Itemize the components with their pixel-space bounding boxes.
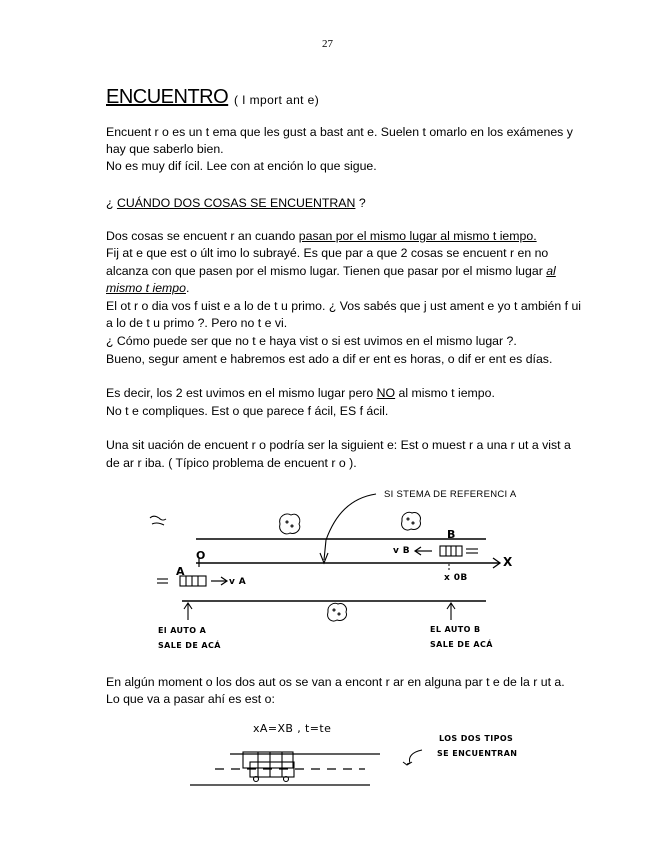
p2-line-1-a: Dos cosas se encuent r an cuando — [106, 229, 299, 243]
intro-line-3: No es muy dif ícil. Lee con at ención lo que sigue. — [106, 159, 377, 173]
x0b-label: x 0B — [444, 573, 468, 583]
car-b-caption-line-2: SALE DE ACÁ — [430, 640, 493, 649]
velocity-a-label: v A — [229, 577, 247, 587]
axis-x-label: X — [503, 555, 513, 569]
note-arrowhead — [403, 762, 412, 765]
p3-line-1 — [106, 386, 495, 401]
car-b — [440, 546, 478, 556]
meeting-note-line-1: LOS DOS TIPOS — [439, 734, 514, 743]
velocity-b-label: v B — [393, 546, 411, 556]
p2-line-4-b: . — [185, 281, 190, 295]
p2-line-6: a lo de t u primo ?. Pero no t e vi. — [106, 316, 288, 330]
point-a-label: A — [176, 565, 185, 578]
arrow-car-a-caption — [184, 603, 192, 620]
p2-line-7: ¿ Cómo puede ser que no t e haya vist o si est uvimos en el mismo lugar ?. — [106, 334, 517, 348]
reference-pointer — [324, 494, 376, 560]
question-prefix: ¿ — [106, 196, 117, 210]
question-suffix: ? — [355, 196, 366, 210]
car-b-caption-line-1: EL AUTO B — [430, 625, 481, 634]
p2-line-3-emph: al — [546, 264, 556, 278]
p5-line-2: Lo que va a pasar ahí es est o: — [106, 692, 275, 706]
p2-line-8: Bueno, segur ament e habremos est ado a dif er ent es horas, o dif er ent es días. — [106, 352, 553, 366]
car-a-caption-line-2: SALE DE ACÁ — [158, 641, 221, 650]
note-arrow — [407, 750, 422, 764]
p2-line-2: Fij at e que est o últ imo lo subrayé. Es que par a que 2 cosas se encuent r en no — [106, 246, 549, 260]
bush-1 — [280, 514, 300, 534]
car-a-caption-line-1: El AUTO A — [158, 626, 207, 635]
p2-line-3 — [106, 264, 556, 279]
arrow-velocity-b — [415, 547, 432, 555]
reference-arrowhead — [320, 553, 328, 563]
p5-line-1: En algún moment o los dos aut os se van a encont r ar en alguna par t e de la r ut a. — [106, 675, 565, 689]
bush-3 — [328, 603, 347, 621]
bush-2 — [402, 512, 421, 530]
point-b-label: B — [447, 528, 456, 541]
page-title: ENCUENTRO — [106, 86, 229, 108]
cars-overlap — [243, 752, 294, 782]
intro-line-1: Encuent r o es un t ema que les gust a bast ant e. Suelen t omarlo en los exámenes y — [106, 125, 573, 139]
p4-line-1: Una sit uación de encuent r o podría ser la siguient e: Est o muest r a una r ut a vist a — [106, 438, 571, 452]
p3-line-1-b: al mismo t iempo. — [395, 386, 495, 400]
x-axis-arrowhead — [493, 558, 500, 568]
origin-label: O — [196, 549, 206, 562]
meeting-equation: xA=XB , t=te — [253, 722, 332, 735]
page-number: 27 — [322, 38, 333, 50]
reference-system-label: SI STEMA DE REFERENCI A — [384, 489, 517, 500]
question-heading — [106, 196, 366, 211]
p2-line-5: El ot r o dia vos f uist e a lo de t u primo. ¿ Vos sabés que j ust ament e yo t ambién f ui — [106, 299, 582, 313]
question-text: CUÁNDO DOS COSAS SE ENCUENTRAN — [116, 196, 356, 210]
meeting-note-line-2: SE ENCUENTRAN — [437, 749, 518, 758]
p3-line-1-no: NO — [376, 386, 396, 400]
p3-line-2: No t e compliques. Est o que parece f ácil, ES f ácil. — [106, 404, 389, 418]
scribble-mark — [150, 516, 166, 525]
title-note: ( I mport ant e) — [234, 93, 320, 107]
p4-line-2: de ar r iba. ( Típico problema de encuent r o ). — [106, 456, 357, 470]
p2-line-3-a: alcanza con que pasen por el mismo lugar. Tienen que pasar por el mismo lugar — [106, 264, 547, 278]
p3-line-1-a: Es decir, los 2 est uvimos en el mismo lugar pero — [106, 386, 377, 400]
p2-line-4 — [106, 281, 189, 296]
intro-line-2: hay que saberlo bien. — [106, 142, 224, 156]
p2-line-1 — [106, 229, 537, 244]
arrow-velocity-a — [211, 577, 227, 585]
p2-line-4-emph: mismo t iempo — [106, 281, 186, 295]
arrow-car-b-caption — [447, 603, 455, 620]
p2-line-1-underlined: pasan por el mismo lugar al mismo t iempo. — [298, 229, 537, 243]
